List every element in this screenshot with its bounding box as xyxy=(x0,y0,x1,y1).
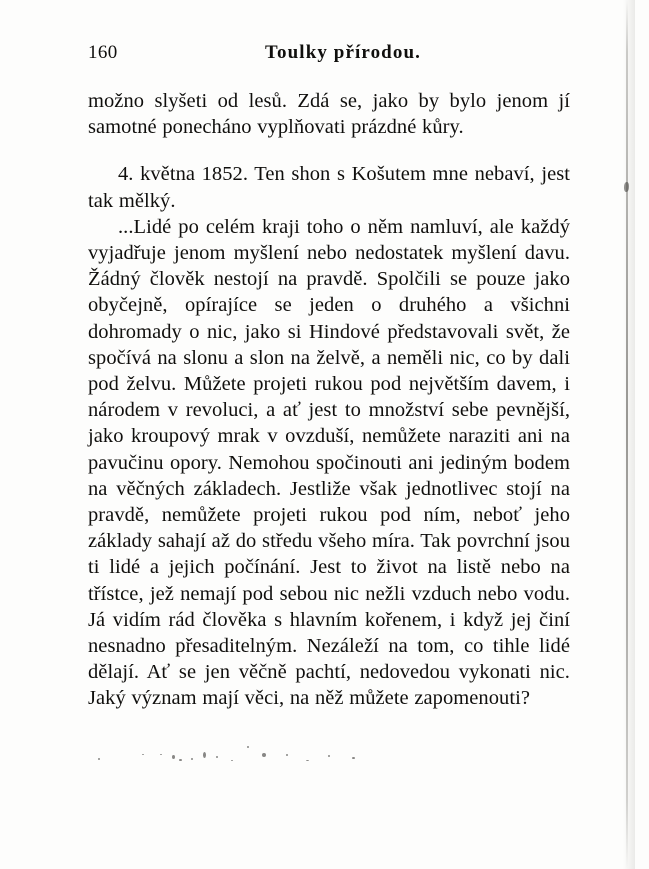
scan-blot-mark xyxy=(624,182,629,192)
running-title: Toulky přírodou. xyxy=(265,42,421,63)
scan-speckles xyxy=(90,744,390,764)
body-text xyxy=(88,88,570,712)
paragraph-diary-entry: 4. května 1852. Ten shon s Košutem mne nebaví, jest tak mělký. xyxy=(88,163,570,212)
page-content xyxy=(88,0,570,712)
paragraph-continuation: možno slyšeti od lesů. Zdá se, jako by bylo jenom jí samotné ponecháno vyplňovati prázdné kůry. xyxy=(88,90,570,139)
paragraph-crowd-truth: ...Lidé po celém kraji toho o něm namluví, ale každý vyjadřuje jenom myšlení nebo nedostatek myšlení davu. Žádný člověk nestojí na pravdě. Spolčili se pouze jako obyčejně, opírajíce se jeden o druhého a všichni dohromady o nic, jako si Hindové představovali svět, že spočívá na slonu a slon na želvě, a neměli nic, co by dali pod želvu. Můžete projeti rukou pod největším davem, i národem v revoluci, a ať jest to množství sebe pevnější, jako kroupový mrak v ovzduší, nemůžete naraziti ani na pavučinu opory. Nemohou spočinouti ani jediným bodem na věčných základech. Jestliže však jednotlivec stojí na pravdě, nemůžete projeti rukou pod ním, neboť jeho základy sahají až do středu všeho míra. Tak povrchní jsou ti lidé a jejich počínání. Jest to život na listě nebo na třístce, jež nemají pod sebou nic nežli vzduch nebo vodu. Já vidím rád člověka s hlavním kořenem, i když jej činí nesnadno přesaditelným. Nezáleží na tom, co tihle lidé dělají. Ať se jen věčně pachtí, nedovedou vykonati nic. Jaký význam mají věci, na něž můžete zapomenouti? xyxy=(88,215,570,710)
page-edge-line xyxy=(626,0,628,869)
running-head xyxy=(88,40,570,70)
page-gutter-shadow xyxy=(623,0,635,869)
page-number: 160 xyxy=(88,42,118,63)
